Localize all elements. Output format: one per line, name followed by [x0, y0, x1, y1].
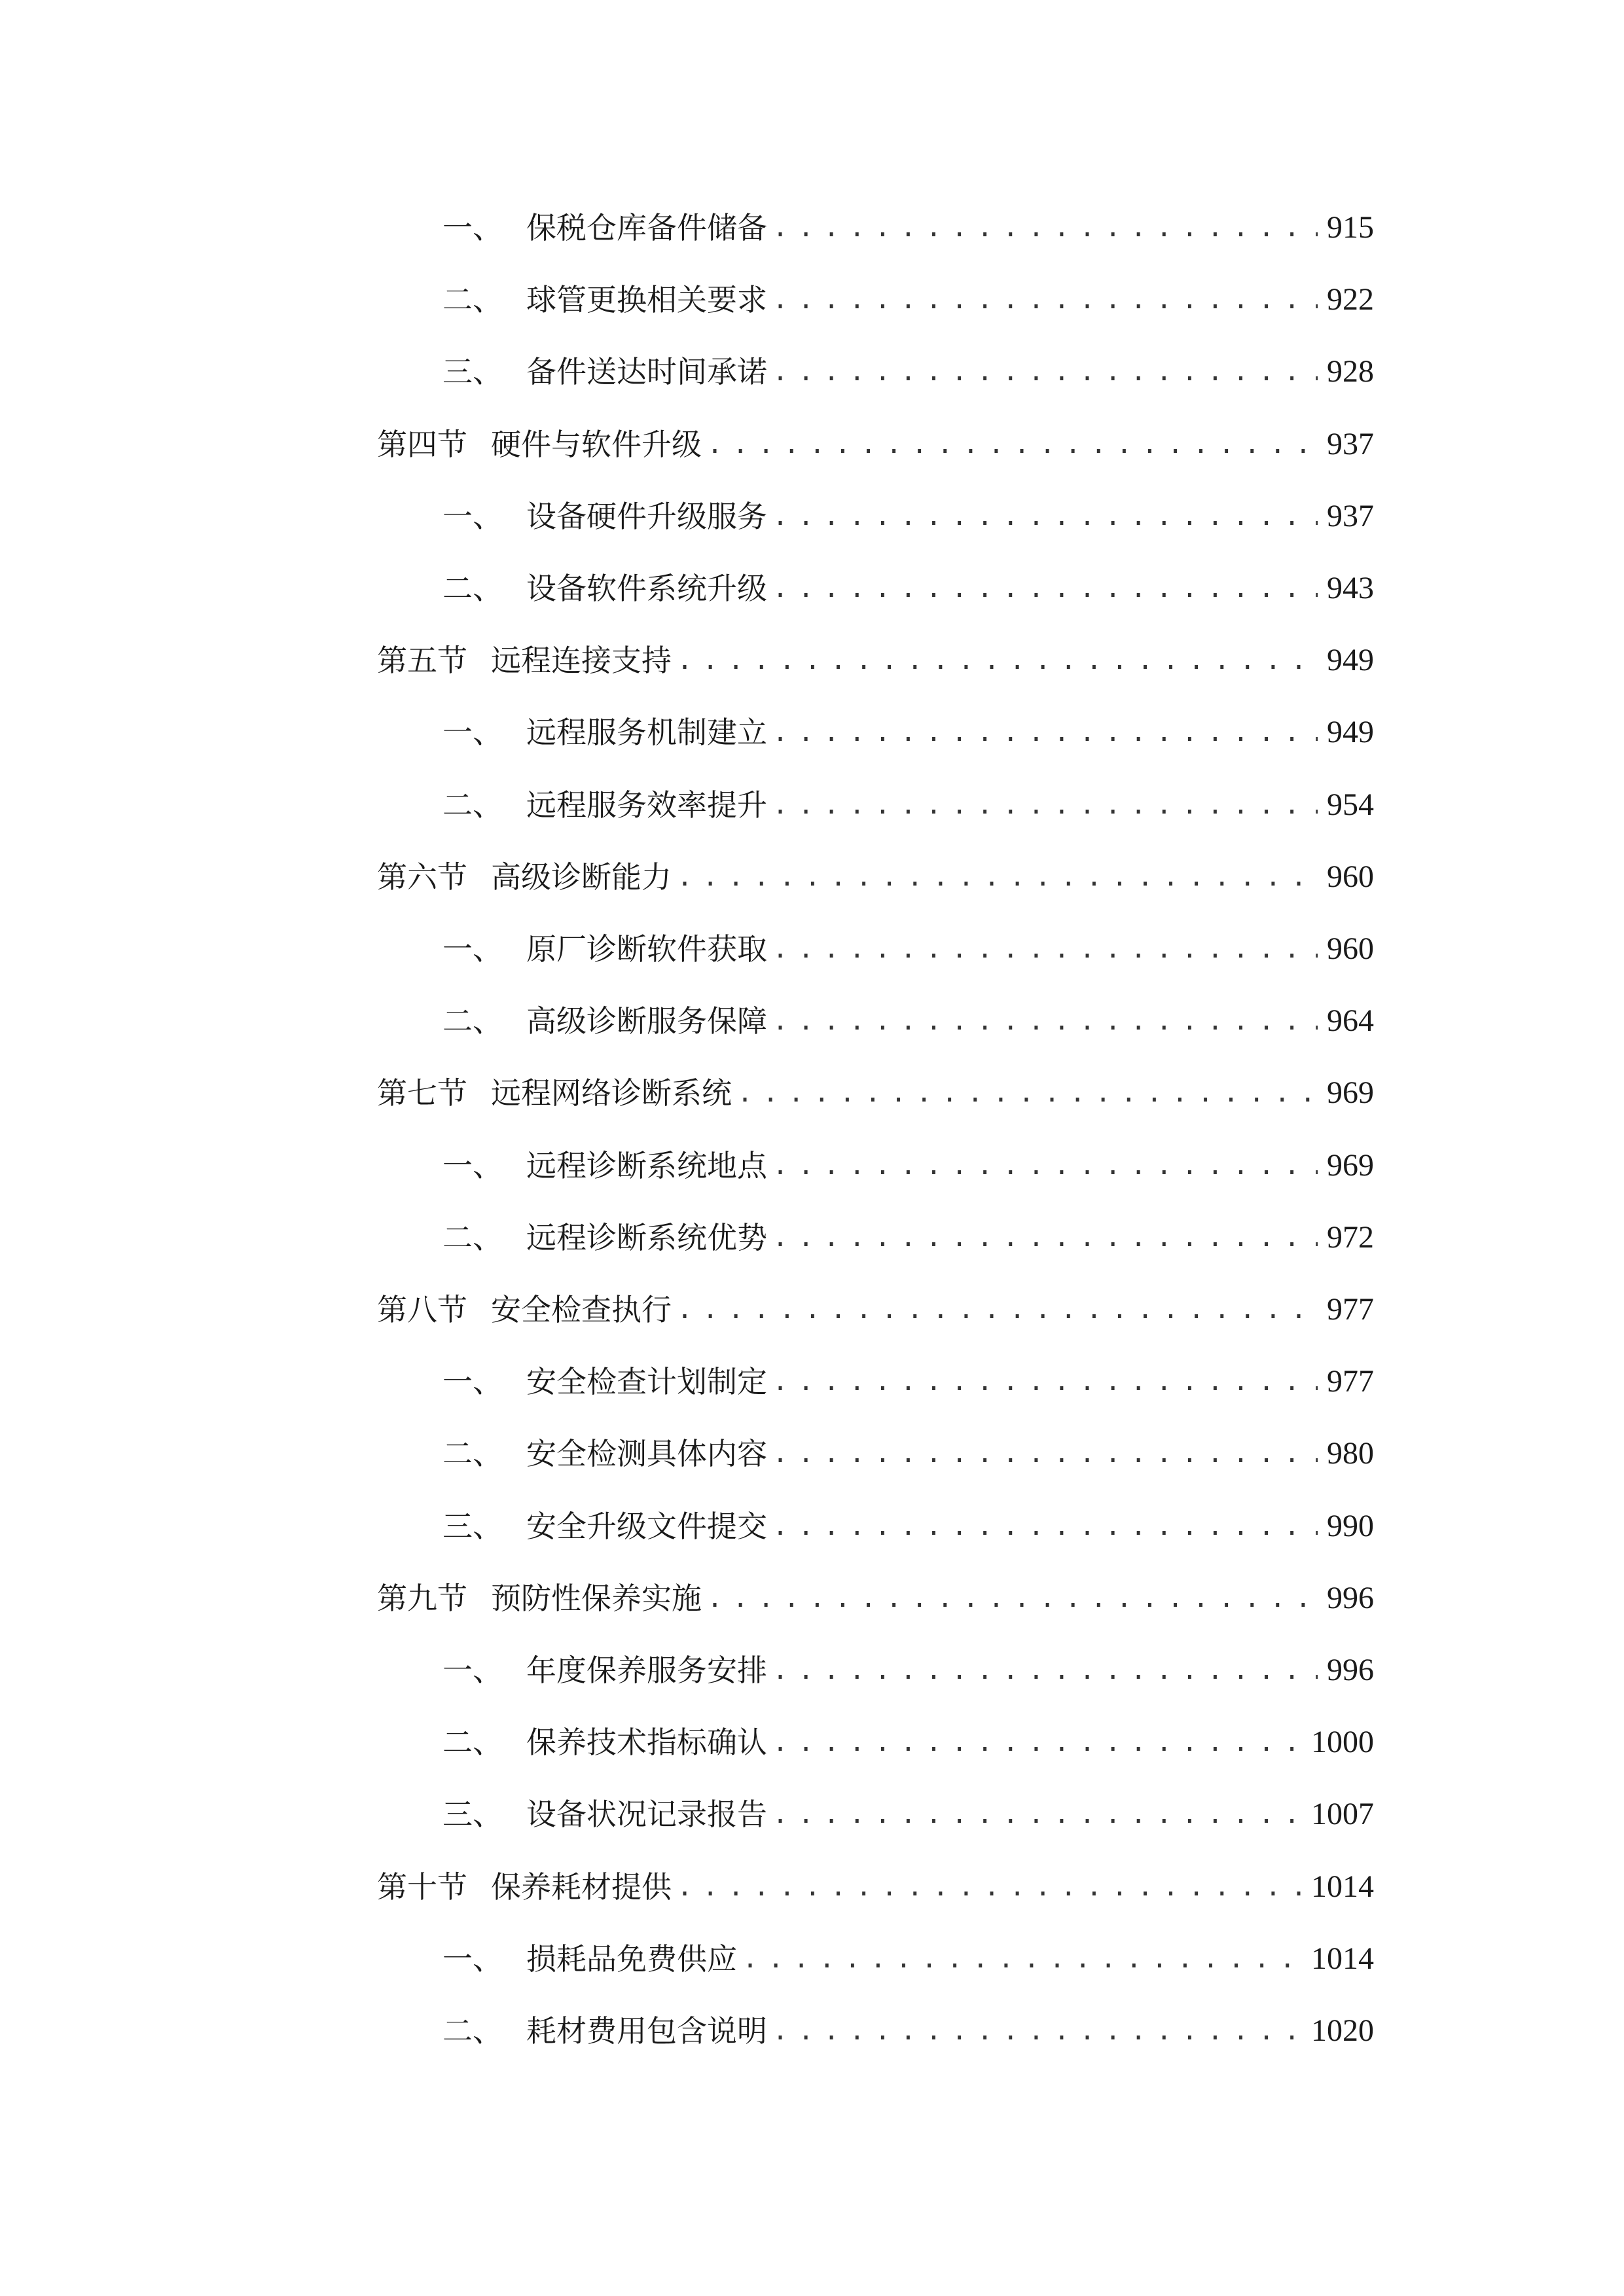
toc-item-entry[interactable] [442, 202, 1374, 254]
toc-entry-number: 二、 [442, 1220, 503, 1255]
toc-entry-number: 二、 [442, 1436, 503, 1471]
toc-entry-number: 三、 [442, 354, 503, 389]
toc-entry-page-number: 980 [1327, 1436, 1374, 1471]
toc-entry-title: 设备状况记录报告 [526, 1797, 767, 1832]
toc-entry-number: 一、 [442, 1941, 503, 1977]
toc-section-entry[interactable] [377, 634, 1374, 687]
toc-item-entry[interactable] [442, 274, 1374, 326]
toc-entry-number: 一、 [442, 210, 503, 245]
toc-item-entry[interactable] [442, 995, 1374, 1047]
toc-entry-title: 安全检查计划制定 [526, 1364, 767, 1399]
toc-item-entry[interactable] [442, 1427, 1374, 1480]
dot-leader [772, 2005, 1302, 2057]
toc-entry-page-number: 964 [1327, 1003, 1374, 1038]
toc-entry-number: 三、 [442, 1509, 503, 1544]
dot-leader [677, 851, 1318, 903]
toc-entry-number: 二、 [442, 1003, 503, 1039]
toc-entry-number: 第九节 [377, 1581, 467, 1616]
toc-entry-title: 原厂诊断软件获取 [526, 931, 767, 967]
toc-item-entry[interactable] [442, 1788, 1374, 1840]
toc-entry-page-number: 969 [1327, 1148, 1374, 1183]
toc-entry-title: 损耗品免费供应 [526, 1941, 737, 1977]
toc-entry-page-number: 1000 [1311, 1725, 1374, 1759]
toc-entry-title: 耗材费用包含说明 [526, 2013, 767, 2049]
toc-entry-title: 远程服务效率提升 [526, 787, 767, 823]
toc-entry-title: 远程网络诊断系统 [491, 1075, 732, 1111]
toc-entry-page-number: 996 [1327, 1581, 1374, 1615]
toc-entry-page-number: 969 [1327, 1075, 1374, 1110]
toc-section-entry[interactable] [377, 851, 1374, 903]
toc-entry-page-number: 937 [1327, 427, 1374, 461]
toc-item-entry[interactable] [442, 923, 1374, 975]
toc-entry-page-number: 972 [1327, 1220, 1374, 1255]
toc-entry-page-number: 1020 [1311, 2013, 1374, 2048]
dot-leader [707, 1572, 1318, 1624]
toc-entry-number: 第六节 [377, 859, 467, 895]
toc-entry-title: 保养耗材提供 [491, 1869, 672, 1905]
toc-entry-number: 一、 [442, 1653, 503, 1688]
toc-entry-number: 一、 [442, 1148, 503, 1183]
toc-entry-number: 第八节 [377, 1292, 467, 1327]
toc-item-entry[interactable] [442, 490, 1374, 543]
toc-entry-page-number: 937 [1327, 499, 1374, 533]
toc-entry-number: 二、 [442, 282, 503, 317]
toc-section-entry[interactable] [377, 1067, 1374, 1119]
toc-entry-number: 一、 [442, 715, 503, 750]
toc-entry-number: 一、 [442, 499, 503, 534]
toc-entry-title: 保养技术指标确认 [526, 1725, 767, 1760]
dot-leader [772, 706, 1318, 759]
toc-entry-title: 远程诊断系统优势 [526, 1220, 767, 1255]
toc-entry-title: 预防性保养实施 [491, 1581, 702, 1616]
toc-entry-title: 远程服务机制建立 [526, 715, 767, 750]
toc-entry-title: 安全检测具体内容 [526, 1436, 767, 1471]
toc-entry-number: 第五节 [377, 643, 467, 678]
toc-entry-title: 远程连接支持 [491, 643, 672, 678]
toc-entry-title: 安全检查执行 [491, 1292, 672, 1327]
dot-leader [772, 490, 1318, 543]
toc-entry-page-number: 922 [1327, 282, 1374, 317]
toc-entry-title: 高级诊断能力 [491, 859, 672, 895]
toc-entry-page-number: 960 [1327, 931, 1374, 966]
dot-leader [772, 1355, 1318, 1408]
toc-entry-page-number: 977 [1327, 1364, 1374, 1399]
toc-entry-title: 备件送达时间承诺 [526, 354, 767, 389]
toc-entry-page-number: 949 [1327, 643, 1374, 677]
toc-entry-title: 年度保养服务安排 [526, 1653, 767, 1688]
dot-leader [707, 418, 1318, 471]
dot-leader [772, 1644, 1318, 1696]
toc-section-entry[interactable] [377, 1572, 1374, 1624]
toc-entry-number: 三、 [442, 1797, 503, 1832]
toc-entry-number: 第十节 [377, 1869, 467, 1905]
dot-leader [772, 1716, 1302, 1768]
dot-leader [742, 1933, 1302, 1985]
dot-leader [772, 995, 1318, 1047]
toc-entry-number: 一、 [442, 931, 503, 967]
toc-item-entry[interactable] [442, 1716, 1374, 1768]
toc-item-entry[interactable] [442, 1500, 1374, 1552]
dot-leader [772, 562, 1318, 615]
toc-entry-number: 第四节 [377, 427, 467, 462]
toc-section-entry[interactable] [377, 418, 1374, 471]
dot-leader [772, 779, 1318, 831]
toc-entry-page-number: 954 [1327, 787, 1374, 822]
toc-item-entry[interactable] [442, 1644, 1374, 1696]
toc-entry-title: 高级诊断服务保障 [526, 1003, 767, 1039]
toc-item-entry[interactable] [442, 2005, 1374, 2057]
toc-entry-page-number: 928 [1327, 354, 1374, 389]
toc-entry-page-number: 1007 [1311, 1797, 1374, 1831]
toc-entry-number: 二、 [442, 571, 503, 606]
toc-entry-title: 球管更换相关要求 [526, 282, 767, 317]
toc-entry-page-number: 915 [1327, 210, 1374, 245]
dot-leader [772, 1139, 1318, 1192]
toc-entry-title: 设备软件系统升级 [526, 571, 767, 606]
dot-leader [772, 1427, 1318, 1480]
toc-item-entry[interactable] [442, 1139, 1374, 1192]
toc-entry-title: 硬件与软件升级 [491, 427, 702, 462]
toc-section-entry[interactable] [377, 1283, 1374, 1336]
toc-item-entry[interactable] [442, 779, 1374, 831]
toc-entry-page-number: 943 [1327, 571, 1374, 605]
toc-section-entry[interactable] [377, 1861, 1374, 1913]
toc-entry-number: 一、 [442, 1364, 503, 1399]
dot-leader [677, 634, 1318, 687]
toc-item-entry[interactable] [442, 706, 1374, 759]
toc-item-entry[interactable] [442, 1933, 1374, 1985]
dot-leader [677, 1283, 1318, 1336]
toc-entry-page-number: 977 [1327, 1292, 1374, 1327]
toc-entry-page-number: 960 [1327, 859, 1374, 894]
toc-entry-title: 设备硬件升级服务 [526, 499, 767, 534]
toc-item-entry[interactable] [442, 1355, 1374, 1408]
toc-entry-number: 二、 [442, 2013, 503, 2049]
toc-entry-title: 安全升级文件提交 [526, 1509, 767, 1544]
dot-leader [772, 202, 1318, 254]
dot-leader [737, 1067, 1318, 1119]
toc-item-entry[interactable] [442, 1211, 1374, 1264]
toc-item-entry[interactable] [442, 346, 1374, 398]
toc-entry-number: 第七节 [377, 1075, 467, 1111]
toc-entry-page-number: 990 [1327, 1509, 1374, 1543]
toc-entry-number: 二、 [442, 787, 503, 823]
dot-leader [772, 1211, 1318, 1264]
dot-leader [772, 1500, 1318, 1552]
toc-entry-title: 保税仓库备件储备 [526, 210, 767, 245]
toc-entry-page-number: 949 [1327, 715, 1374, 749]
dot-leader [772, 274, 1318, 326]
dot-leader [772, 346, 1318, 398]
toc-entry-page-number: 996 [1327, 1653, 1374, 1687]
toc-item-entry[interactable] [442, 562, 1374, 615]
toc-entry-number: 二、 [442, 1725, 503, 1760]
toc-entry-title: 远程诊断系统地点 [526, 1148, 767, 1183]
toc-entry-page-number: 1014 [1311, 1941, 1374, 1976]
dot-leader [772, 1788, 1302, 1840]
toc-entry-page-number: 1014 [1311, 1869, 1374, 1904]
dot-leader [772, 923, 1318, 975]
dot-leader [677, 1861, 1302, 1913]
